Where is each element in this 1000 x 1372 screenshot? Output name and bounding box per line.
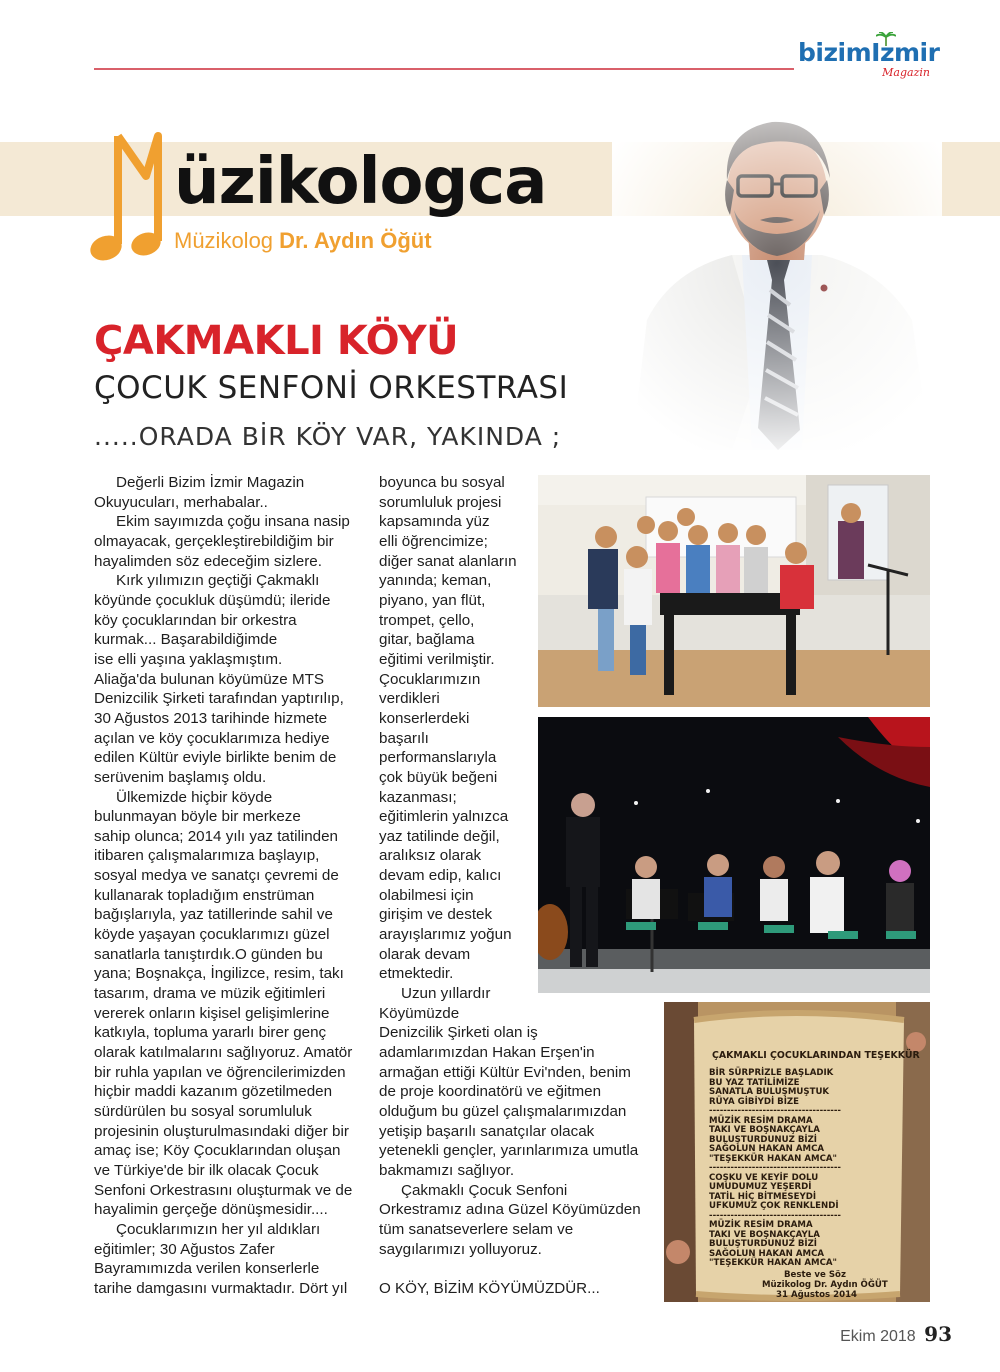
logo-subtitle: Magazin [882, 66, 930, 79]
text-line: yetişip başarılı sanatçılar olacak [379, 1122, 595, 1140]
scroll-line: "TEŞEKKÜR HAKAN AMCA" [709, 1258, 837, 1268]
text-line: amaç ise; Köy Çocuklarından oluşan [94, 1142, 341, 1160]
header-rule [94, 68, 794, 70]
text-line: Okuyucuları, merhabalar.. [94, 493, 268, 511]
text-line: edilen Kültür eviyle birlikte benim de [94, 749, 337, 767]
text-line: olarak devam [379, 945, 471, 963]
brand-logo [798, 38, 938, 84]
article-headline: ÇAKMAKLI KÖYÜ [94, 318, 459, 364]
text-line: kazanması; [379, 788, 457, 806]
text-line: katkıyla, topluma yararlı birer genç [94, 1024, 327, 1042]
logo-text-right: zmir [879, 38, 940, 67]
page-number: 93 [924, 1322, 952, 1346]
text-line: Senfoni Orkestrasını oluşturmak ve de [94, 1181, 353, 1199]
text-line: vererek onların kişisel gelişimlerine [94, 1004, 330, 1022]
text-line: tarihe damgasını vurmaktadır. Dört yıl [94, 1279, 348, 1297]
author-portrait [612, 110, 942, 450]
text-line: kurmak... Başarabildiğimde [94, 631, 278, 649]
text-line: bağışlarıyla, yaz tatillerinde sahil ve [94, 906, 333, 924]
text-line: performanslarıyla [379, 749, 497, 767]
photo-concert [538, 717, 930, 993]
scroll-line: ------------------------------------- [709, 1210, 841, 1221]
text-line: tüm sanatseverlere selam ve [379, 1220, 574, 1238]
text-line: serüvenim başlamış oldu. [94, 768, 267, 786]
scroll-line: BULUŞTURDUNUZ BİZİ [709, 1134, 818, 1145]
text-line: 30 Ağustos 2013 tarihinde hizmete [94, 709, 328, 727]
text-line: Denizcilik Şirketi tarafından yaptırılıp, [94, 690, 344, 708]
scroll-line: SAĞOLUN HAKAN AMCA [709, 1144, 825, 1154]
text-line: Denizcilik Şirketi olan iş [379, 1024, 538, 1042]
text-line: sürdürülen bu sosyal sorumluluk [94, 1103, 312, 1120]
text-line: armağan ettiği Kültür Evi'nden, benim [379, 1063, 631, 1081]
scroll-line: BULUŞTURDUNUZ BİZİ [709, 1239, 818, 1249]
text-line: verdikleri [379, 690, 440, 708]
text-line: yana; Boşnakça, İngilizce, resim, takı [94, 965, 344, 983]
issue-month: Ekim 2018 [840, 1328, 916, 1345]
text-line: O KÖY, BİZİM KÖYÜMÜZDÜR... [379, 1279, 600, 1297]
text-line: yanında; keman, [379, 572, 492, 590]
scroll-line: TAKI VE BOŞNAKÇAYLA [709, 1229, 820, 1240]
text-line: gitar, bağlama [379, 631, 475, 649]
text-line: ise elli yaşına yaklaşmıştım. [94, 650, 283, 668]
text-line: sahip olunca; 2014 yılı yaz tatilinden [94, 827, 339, 845]
text-line: olmayacak, gerçekleştirebildiğim bir [94, 532, 334, 550]
scroll-line: SANATLA BULUŞMUŞTUK [709, 1087, 830, 1097]
text-line: sosyal medya ve sanatçı çevremi de [94, 867, 339, 885]
text-line: saygılarımızı yolluyoruz. [379, 1240, 542, 1258]
scroll-line: TATİL HİÇ BİTMESEYDİ [709, 1191, 817, 1202]
text-line: kapsamında yüz [379, 513, 490, 531]
text-line: eğitimler; 30 Ağustos Zafer [94, 1240, 275, 1258]
text-line: çok büyük beğeni [379, 768, 498, 786]
text-line: diğer sanat alanların [379, 552, 517, 570]
column-author [174, 228, 432, 254]
text-line: köyde yaşayan çocuklarımızı güzel [94, 926, 330, 944]
scroll-line: TAKI VE BOŞNAKÇAYLA [709, 1125, 820, 1135]
text-line: kullanarak topladığım enstrüman [94, 886, 315, 904]
scroll-line: COŞKU VE KEYİF DOLU [709, 1172, 819, 1183]
article-subheadline: ÇOCUK SENFONİ ORKESTRASI [94, 370, 569, 406]
text-line: hiçbir maddi kazanım gözetilmeden [94, 1083, 333, 1101]
logo-text-left: bizim [798, 38, 872, 67]
scroll-line: UMUDUMUZ YEŞERDİ [709, 1182, 812, 1192]
scroll-line: "TEŞEKKÜR HAKAN AMCA" [709, 1153, 837, 1164]
text-line: Köyümüzde [379, 1004, 460, 1022]
text-line: de proje koordinatörü ve eğitmen [379, 1083, 602, 1101]
text-line: köyünde çocukluk düşümdü; ileride [94, 591, 331, 609]
text-line: olarak katılmalarını sağlıyoruz. Amatör [94, 1044, 353, 1062]
author-name: Dr. Aydın Öğüt [279, 228, 432, 253]
text-line: Değerli Bizim İzmir Magazin [116, 474, 305, 491]
scroll-credit-3: 31 Ağustos 2014 [776, 1290, 858, 1300]
text-line: eğitimi verilmiştir. [379, 650, 495, 668]
text-line: etmektedir. [379, 965, 454, 983]
text-line: Aliağa'da bulunan köyümüze MTS [94, 670, 325, 688]
text-line: ve Türkiye'de bir ilk olacak Çocuk [94, 1161, 319, 1179]
scroll-line: ------------------------------------- [709, 1106, 841, 1116]
text-line: başarılı [379, 729, 429, 747]
text-line: sanatlarla tanıştırdık.O günden bu [94, 945, 323, 963]
text-line: yaz tatilinde değil, [379, 827, 500, 845]
text-line: hayalimin gerçeğe dönüşmesidir.... [94, 1201, 328, 1219]
text-line: piyano, yan flüt, [379, 591, 486, 609]
text-line: olabilmesi için [379, 886, 474, 904]
text-line: tasarım, drama ve müzik eğitimleri [94, 985, 326, 1003]
column-title: üzikologca [174, 145, 547, 219]
scroll-credit-2: Müzikolog Dr. Aydın ÖĞÜT [762, 1280, 888, 1290]
page-footer [840, 1322, 952, 1346]
text-line: Uzun yıllardır [401, 985, 491, 1003]
text-line: yetenekli gençler, yarınlarımıza umutla [379, 1142, 639, 1160]
scroll-line: RÜYA GİBİYDİ BİZE [709, 1096, 800, 1107]
text-line: eğitimlerin yalnızca [379, 808, 509, 826]
text-line: bulunmayan böyle bir merkeze [94, 808, 301, 826]
text-line: Orkestramız adına Güzel Köyümüzden [379, 1201, 641, 1219]
palm-tree-icon [876, 32, 896, 46]
text-line: Ekim sayımızda çoğu insana nasip [116, 513, 350, 531]
text-line: trompet, çello, [379, 611, 475, 629]
text-line: adamlarımızdan Hakan Erşen'in [379, 1044, 595, 1062]
photo-thanks-scroll [664, 1002, 930, 1302]
scroll-line: BU YAZ TATİLİMİZE [709, 1077, 800, 1088]
text-line: Çocuklarımızın [379, 670, 481, 688]
author-prefix: Müzikolog [174, 228, 274, 253]
text-line: projesinin oluşturulmasındaki diğer bir [94, 1122, 349, 1140]
scroll-line: MÜZİK RESİM DRAMA [709, 1115, 813, 1126]
logo-i-letter: I [871, 38, 880, 67]
text-line: Çocuklarımızın her yıl aldıkları [116, 1220, 321, 1238]
scroll-line: MÜZİK RESİM DRAMA [709, 1220, 813, 1230]
scroll-line: SAĞOLUN HAKAN AMCA [709, 1248, 825, 1259]
scroll-line: BİR SÜRPRİZLE BAŞLADIK [709, 1068, 834, 1078]
text-line: Bayramımızda verilen konserlerle [94, 1260, 320, 1278]
body-column-left [94, 473, 364, 1299]
text-line: girişim ve destek [379, 906, 493, 924]
text-line: elli öğrencimize; [379, 532, 488, 550]
scroll-title: ÇAKMAKLI ÇOCUKLARINDAN TEŞEKKÜR [712, 1050, 920, 1061]
article-kicker: .....ORADA BİR KÖY VAR, YAKINDA ; [94, 422, 562, 451]
text-line: aralıksız olarak [379, 847, 482, 865]
text-line: Ülkemizde hiçbir köyde [116, 788, 273, 806]
text-line: Kırk yılımızın geçtiği Çakmaklı [116, 572, 320, 590]
text-line [379, 1259, 654, 1279]
scroll-credit-1: Beste ve Söz [784, 1270, 846, 1280]
text-line: bir ruhla yapılan ve öğrencilerimizden [94, 1063, 346, 1081]
text-line: bakmamızı sağlıyor. [379, 1161, 515, 1179]
text-line: olduğum bu güzel çalışmalarımızdan [379, 1103, 627, 1120]
text-line: hayalimden söz edeceğim sizlere. [94, 552, 322, 570]
music-note-icon [88, 126, 178, 271]
photo-classroom [538, 475, 930, 707]
text-line: arayışlarımız yoğun [379, 926, 512, 944]
text-line: itibaren çalışmalarımıza başlayıp, [94, 847, 320, 865]
text-line: köy çocuklarından bir orkestra [94, 611, 297, 629]
text-line: sorumluluk projesi [379, 493, 502, 511]
text-line: devam edip, kalıcı [379, 867, 502, 885]
text-line: Çakmaklı Çocuk Senfoni [401, 1181, 568, 1199]
scroll-line: ------------------------------------- [709, 1163, 841, 1173]
text-line: konserlerdeki [379, 709, 470, 727]
text-line: boyunca bu sosyal [379, 474, 505, 491]
text-line: açılan ve köy çocuklarımıza hediye [94, 729, 330, 747]
scroll-line: UFKUMUZ ÇOK RENKLENDİ [709, 1201, 839, 1211]
